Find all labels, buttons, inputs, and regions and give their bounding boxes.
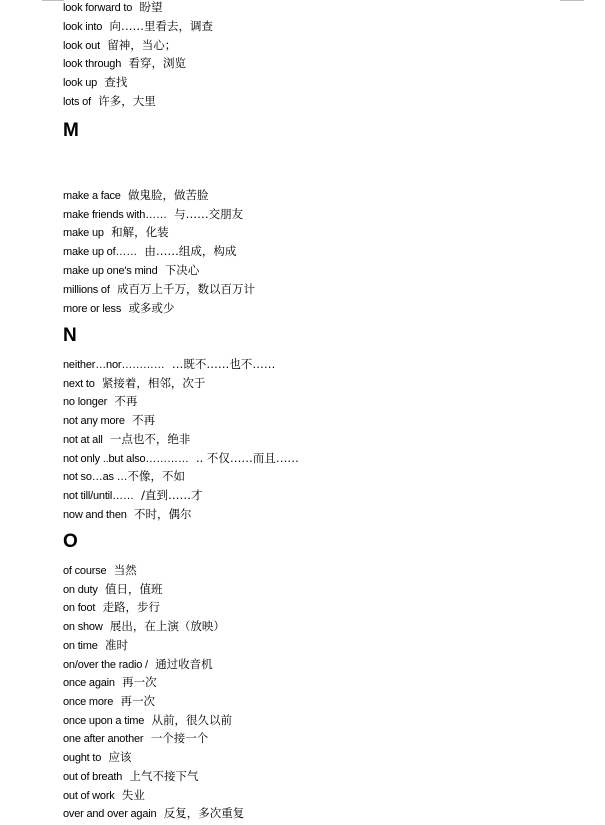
phrase-chinese: 盼望 <box>139 0 163 14</box>
phrase-entry <box>63 299 174 318</box>
phrase-chinese: 值日，值班 <box>105 582 163 596</box>
phrase-entry <box>63 355 275 374</box>
phrase-english: once again <box>63 677 115 689</box>
phrase-chinese: 当然 <box>113 563 137 577</box>
phrase-english: out of breath <box>63 771 123 783</box>
phrase-english: look into <box>63 21 103 33</box>
phrase-entry <box>63 486 202 505</box>
phrase-chinese: 一个接一个 <box>150 731 209 745</box>
phrase-chinese: .. 不仅……而且…… <box>195 451 299 465</box>
phrase-chinese: 由……组成，构成 <box>144 244 237 258</box>
phrase-entry <box>63 655 213 674</box>
phrase-chinese: …既不……也不…… <box>171 357 276 371</box>
phrase-chinese: 反复，多次重复 <box>163 806 245 820</box>
phrase-chinese: 留神，当心； <box>107 38 177 52</box>
phrase-entry <box>63 449 299 468</box>
phrase-english: millions of <box>63 284 110 296</box>
phrase-chinese: 应该 <box>108 750 132 764</box>
phrase-entry <box>63 411 155 430</box>
phrase-entry <box>63 280 255 299</box>
phrase-english: not so…as … <box>63 471 128 483</box>
phrase-english: ought to <box>63 752 102 764</box>
phrase-chinese: 下决心 <box>164 263 200 277</box>
phrase-entry <box>63 711 232 730</box>
phrase-chinese: 与……交朋友 <box>174 207 244 221</box>
phrase-chinese: 成百万上千万，数以百万计 <box>117 282 256 296</box>
phrase-english: make up one's mind <box>63 265 158 277</box>
phrase-english: look through <box>63 58 122 70</box>
phrase-chinese: 做鬼脸，做苦脸 <box>128 188 209 202</box>
phrase-entry <box>63 430 190 449</box>
phrase-english: not till/until…… <box>63 490 134 502</box>
phrase-entry <box>63 36 176 55</box>
phrase-entry <box>63 17 213 36</box>
page-corner-mark-left <box>42 0 64 1</box>
phrase-english: more or less <box>63 303 122 315</box>
section-heading-n: N <box>63 325 77 346</box>
phrase-english: one after another <box>63 733 144 745</box>
phrase-chinese: 走路，步行 <box>102 600 161 614</box>
phrase-chinese: 看穿，浏览 <box>128 56 186 70</box>
phrase-chinese: 许多，大里 <box>98 94 156 108</box>
page-corner-mark-right <box>560 0 584 1</box>
phrase-chinese: 或多或少 <box>128 301 175 315</box>
phrase-chinese: 再一次 <box>120 694 155 708</box>
phrase-chinese: 查找 <box>104 75 128 89</box>
phrase-entry <box>63 767 198 786</box>
phrase-chinese: 准时 <box>105 638 128 652</box>
phrase-chinese: 一点也不，绝非 <box>109 432 191 446</box>
phrase-english: no longer <box>63 396 108 408</box>
phrase-english: make friends with…… <box>63 209 167 221</box>
phrase-entry <box>63 467 185 486</box>
phrase-entry <box>63 786 145 805</box>
phrase-entry <box>63 598 160 617</box>
phrase-english: of course <box>63 565 107 577</box>
phrase-entry <box>63 673 157 692</box>
phrase-english: not at all <box>63 434 103 446</box>
phrase-english: not only ..but also………… <box>63 453 189 465</box>
phrase-entry <box>63 748 131 767</box>
phrase-english: on duty <box>63 584 98 596</box>
phrase-entry <box>63 73 127 92</box>
phrase-entry <box>63 261 199 280</box>
phrase-chinese: 上气不接下气 <box>129 769 199 783</box>
phrase-entry <box>63 374 205 393</box>
phrase-entry <box>63 92 156 111</box>
phrase-chinese: 不再 <box>114 394 138 408</box>
phrase-entry <box>63 54 186 73</box>
phrase-chinese: 从前，很久以前 <box>151 713 233 727</box>
phrase-chinese: 不像，不如 <box>127 469 185 483</box>
phrase-entry <box>63 617 225 636</box>
phrase-english: not any more <box>63 415 125 427</box>
phrase-english: look up <box>63 77 98 89</box>
phrase-entry <box>63 242 236 261</box>
phrase-entry <box>63 561 137 580</box>
phrase-chinese: 和解，化装 <box>111 225 169 239</box>
phrase-english: now and then <box>63 509 127 521</box>
section-heading-m: M <box>63 120 79 141</box>
phrase-entry <box>63 505 191 524</box>
phrase-chinese: /直到……才 <box>141 488 203 502</box>
phrase-english: out of work <box>63 790 115 802</box>
phrase-english: on time <box>63 640 98 652</box>
phrase-entry <box>63 223 169 242</box>
phrase-english: look out <box>63 40 100 52</box>
phrase-entry <box>63 729 208 748</box>
phrase-english: on foot <box>63 602 96 614</box>
phrase-chinese: 不再 <box>132 413 156 427</box>
phrase-english: once upon a time <box>63 715 145 727</box>
phrase-chinese: 展出，在上演（放映） <box>109 619 225 633</box>
phrase-english: look forward to <box>63 2 133 14</box>
phrase-chinese: 不时，偶尔 <box>133 507 192 521</box>
phrase-english: make up <box>63 227 104 239</box>
phrase-entry <box>63 692 155 711</box>
phrase-entry <box>63 0 162 17</box>
section-heading-o: O <box>63 531 78 552</box>
phrase-english: over and over again <box>63 808 157 820</box>
phrase-entry <box>63 580 163 599</box>
phrase-chinese: 通过收音机 <box>155 657 213 671</box>
phrase-english: make a face <box>63 190 121 202</box>
phrase-chinese: 紧接着，相邻，次于 <box>101 376 206 390</box>
phrase-chinese: 失业 <box>121 788 145 802</box>
phrase-chinese: 向……里看去，调查 <box>109 19 213 33</box>
phrase-english: once more <box>63 696 114 708</box>
phrase-entry <box>63 804 244 823</box>
phrase-english: make up of…… <box>63 246 138 258</box>
phrase-english: neither…nor………… <box>63 359 165 371</box>
phrase-chinese: 再一次 <box>122 675 157 689</box>
phrase-entry <box>63 636 128 655</box>
phrase-english: on show <box>63 621 103 633</box>
phrase-english: on/over the radio / <box>63 659 148 671</box>
phrase-entry <box>63 186 209 205</box>
phrase-entry <box>63 205 243 224</box>
phrase-english: lots of <box>63 96 91 108</box>
phrase-entry <box>63 392 137 411</box>
phrase-english: next to <box>63 378 95 390</box>
